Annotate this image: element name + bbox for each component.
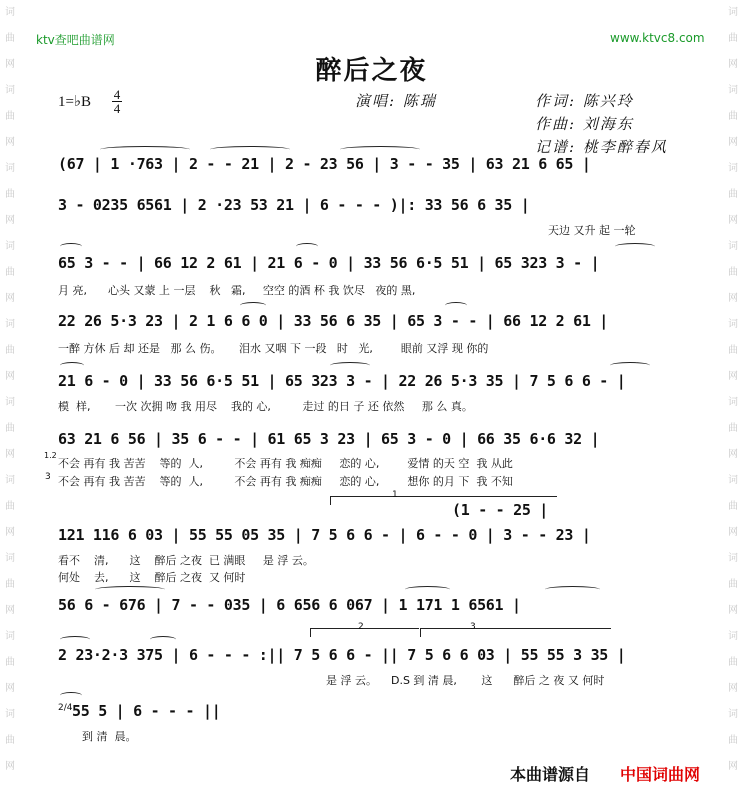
lyric-row-6-verse-2: 不会 再有 我 苦苦 等的 人, 不会 再有 我 痴痴 恋的 心, 想你 的月 下 我 不知 <box>58 475 513 488</box>
lyric-row-5: 模 样, 一次 次拥 吻 我 用尽 我的 心, 走过 的日 子 还 依然 那 么 真。 <box>58 400 473 413</box>
site-name-left: ktv查吧曲谱网 <box>36 33 115 47</box>
key-signature: 1=♭B <box>58 94 92 110</box>
slur <box>100 146 190 153</box>
volta-label-1: 1 <box>392 490 398 500</box>
lyric-row-2: 天边 又升 起 一轮 <box>548 224 636 237</box>
slur <box>60 362 84 369</box>
volta-bracket-3 <box>420 628 611 637</box>
slur <box>405 586 450 593</box>
slur <box>240 302 266 309</box>
lyric-row-9: 是 浮 云。 D.S 到 清 晨, 这 醉后 之 夜 又 何时 <box>326 674 605 687</box>
side-watermark-right: 词曲网词曲网词曲网词曲网词曲网词曲网词曲网词曲网词曲网词曲网 <box>728 7 738 772</box>
side-watermark-left: 词曲网词曲网词曲网词曲网词曲网词曲网词曲网词曲网词曲网词曲网 <box>5 7 15 772</box>
slur <box>615 243 655 250</box>
meter-bottom: 4 <box>113 101 121 116</box>
score-row-8: 56 6 - 676 | 7 - - 035 | 6 656 6 067 | 1 171 1 6561 | <box>58 596 521 614</box>
volta-label-2: 2 <box>358 622 364 632</box>
score-row-3: 65 3 - - | 66 12 2 61 | 21 6 - 0 | 33 56 6·5 51 | 65 323 3 - | <box>58 254 600 272</box>
score-row-5: 21 6 - 0 | 33 56 6·5 51 | 65 323 3 - | 22 26 5·3 35 | 7 5 6 6 - | <box>58 372 626 390</box>
score-row-7-paren: (1 - - 25 | <box>452 501 549 519</box>
slur <box>330 362 370 369</box>
time-signature <box>112 88 122 115</box>
meter-top: 4 <box>113 87 121 102</box>
score-row-10: 55 5 | 6 - - - || <box>72 702 221 720</box>
source-site: 中国词曲网 <box>620 765 701 784</box>
lyric-row-6-verse-1: 不会 再有 我 苦苦 等的 人, 不会 再有 我 痴痴 恋的 心, 爱情 的天 空 我 从此 <box>58 457 513 470</box>
verse-mark-2: 3 <box>45 472 51 482</box>
slur <box>296 243 318 250</box>
lyric-row-7-verse-2: 何处 去, 这 醉后 之夜 又 何时 <box>58 571 246 584</box>
score-row-1: (67 | 1 ·763 | 2 - - 21 | 2 - 23 56 | 3 - - 35 | 63 21 6 65 | <box>58 155 591 173</box>
slur <box>60 692 82 699</box>
lyric-row-10: 到 清 晨。 <box>82 730 137 743</box>
verse-mark-1: 1.2 <box>44 451 57 460</box>
volta-bracket-2 <box>310 628 419 637</box>
slur <box>210 146 290 153</box>
volta-label-3: 3 <box>470 622 476 632</box>
slur <box>445 302 467 309</box>
slur <box>60 243 82 250</box>
lyric-row-4: 一醉 方休 后 却 还是 那 么 伤。 泪水 又咽 下 一段 时 光, 眼前 又浮 现 你的 <box>58 342 489 355</box>
lyric-row-7-verse-1: 看不 清, 这 醉后 之夜 已 满眼 是 浮 云。 <box>58 554 314 567</box>
score-row-9: 2 23·2·3 375 | 6 - - - :|| 7 5 6 6 - || 7 5 6 6 03 | 55 55 3 35 | <box>58 646 626 664</box>
score-row-6: 63 21 6 56 | 35 6 - - | 61 65 3 23 | 65 3 - 0 | 66 35 6·6 32 | <box>58 430 600 448</box>
slur <box>340 146 420 153</box>
site-url-right: www.ktvc8.com <box>610 31 705 45</box>
lyricist-credit: 作词: 陈兴玲 <box>535 92 634 110</box>
score-row-4: 22 26 5·3 23 | 2 1 6 6 0 | 33 56 6 35 | 65 3 - - | 66 12 2 61 | <box>58 312 609 330</box>
composer-credit: 作曲: 刘海东 <box>535 115 634 133</box>
slur <box>150 636 176 643</box>
score-row-7: 121 116 6 03 | 55 55 05 35 | 7 5 6 6 - | 6 - - 0 | 3 - - 23 | <box>58 526 591 544</box>
meter-change: 2/4 <box>58 703 73 713</box>
score-row-2: 3 - 0235 6561 | 2 ·23 53 21 | 6 - - - )|: 33 56 6 35 | <box>58 196 530 214</box>
song-title: 醉后之夜 <box>315 56 428 86</box>
slur <box>95 586 165 593</box>
lyric-row-3: 月 亮, 心头 又蒙 上 一层 秋 霜, 空空 的酒 杯 我 饮尽 夜的 黑, <box>58 284 416 297</box>
source-label: 本曲谱源自 <box>510 765 591 784</box>
singer-credit: 演唱: 陈瑞 <box>355 92 437 110</box>
slur <box>60 636 90 643</box>
transcriber-credit: 记谱: 桃李醉春风 <box>535 138 668 156</box>
slur <box>610 362 650 369</box>
slur <box>545 586 600 593</box>
